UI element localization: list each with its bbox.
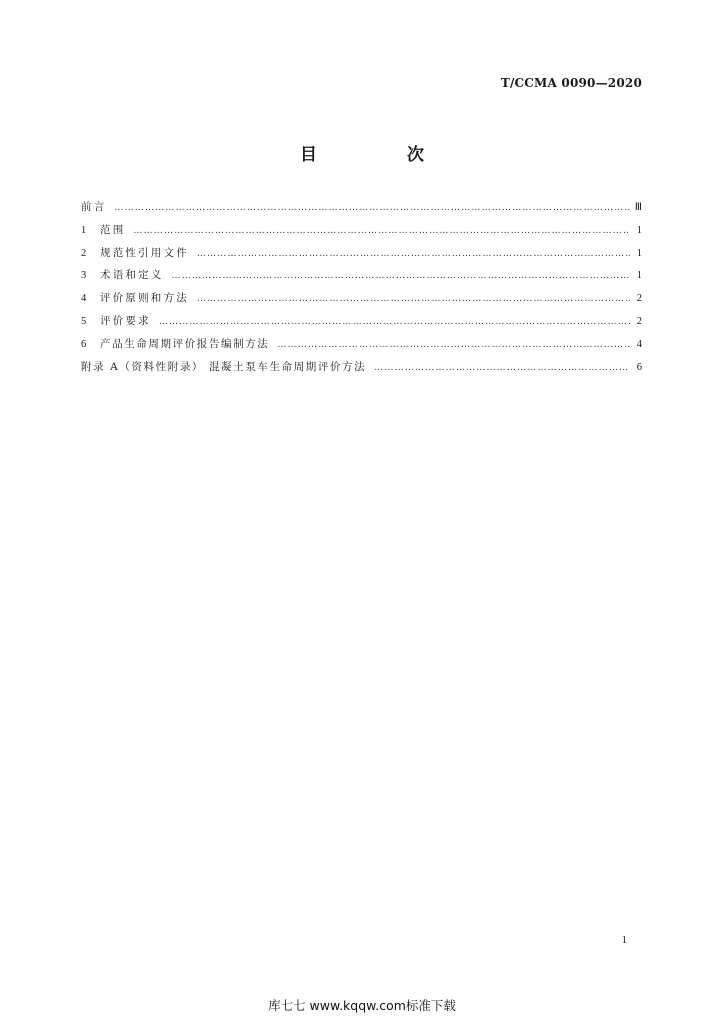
toc-entry-number: 1 <box>81 224 87 236</box>
toc-leader-dots <box>114 200 630 216</box>
toc-leader-dots <box>374 360 630 376</box>
toc-entry-evaluation-requirements[interactable] <box>81 313 642 336</box>
toc-entry-number: 3 <box>81 270 87 282</box>
toc-entry-page: 2 <box>636 315 642 327</box>
toc-entry-title: 附录 A（资料性附录） 混凝土泵车生命周期评价方法 <box>81 360 367 373</box>
toc-entry-title: 范围 <box>100 223 126 236</box>
toc-entry-page: 2 <box>636 293 642 305</box>
page-title: 目 次 <box>300 145 466 165</box>
toc-entry-title: 评价要求 <box>100 314 151 327</box>
toc-leader-dots <box>172 268 631 284</box>
toc-entry-title: 评价原则和方法 <box>100 292 189 305</box>
toc-entry-page: 6 <box>636 361 642 373</box>
toc-leader-dots <box>197 246 630 262</box>
download-watermark: 库七七 www.kqqw.com标准下载 <box>268 998 456 1013</box>
toc-leader-dots <box>133 223 630 239</box>
page-number: 1 <box>621 934 627 946</box>
toc-entry-foreword[interactable] <box>81 199 642 222</box>
table-of-contents <box>81 199 642 381</box>
toc-entry-number: 2 <box>81 247 87 259</box>
toc-entry-normative-references[interactable] <box>81 245 642 268</box>
toc-entry-title: 前言 <box>81 201 107 213</box>
toc-entry-title: 产品生命周期评价报告编制方法 <box>100 337 270 350</box>
toc-entry-scope[interactable] <box>81 222 642 245</box>
toc-entry-page: 4 <box>636 338 642 350</box>
toc-entry-number: 6 <box>81 338 87 350</box>
standard-number: T/CCMA 0090—2020 <box>500 76 642 90</box>
toc-entry-annex-a[interactable] <box>81 359 642 382</box>
toc-entry-report-preparation[interactable] <box>81 336 642 359</box>
toc-leader-dots <box>197 291 630 307</box>
toc-entry-title: 术语和定义 <box>100 269 164 282</box>
toc-entry-evaluation-principles[interactable] <box>81 290 642 313</box>
toc-entry-number: 4 <box>81 293 87 305</box>
toc-entry-page: Ⅲ <box>634 202 642 213</box>
toc-leader-dots <box>277 337 630 353</box>
toc-entry-page: 1 <box>636 270 642 282</box>
toc-entry-number: 5 <box>81 315 87 327</box>
toc-entry-terms-definitions[interactable] <box>81 267 642 290</box>
toc-leader-dots <box>159 314 630 330</box>
toc-entry-page: 1 <box>636 247 642 259</box>
toc-entry-page: 1 <box>636 224 642 236</box>
toc-entry-title: 规范性引用文件 <box>100 246 189 259</box>
